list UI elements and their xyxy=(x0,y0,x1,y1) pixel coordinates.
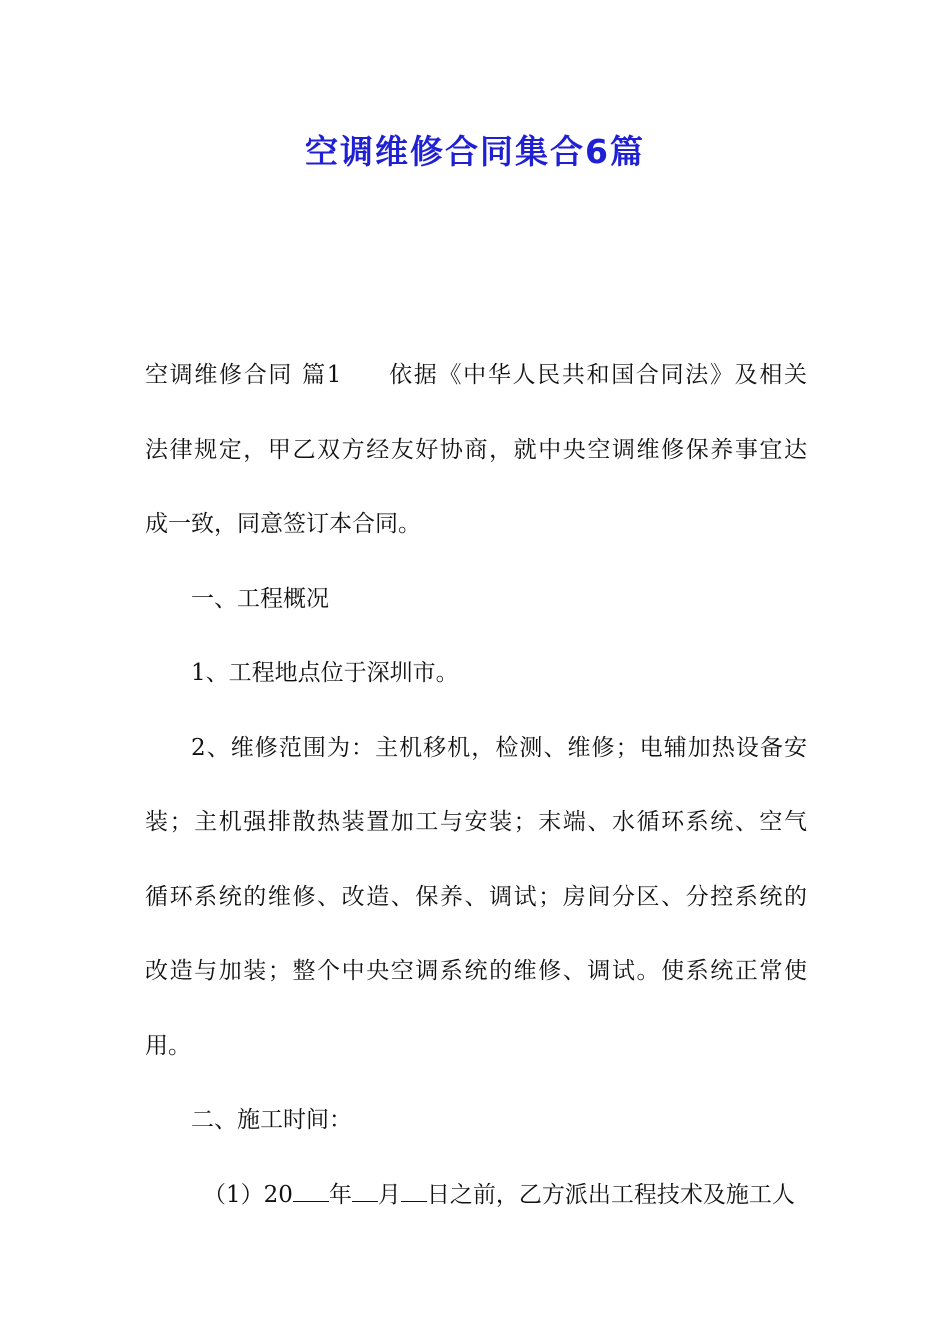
year-label: 年 xyxy=(328,1181,352,1208)
year-blank xyxy=(293,1177,329,1202)
month-label: 月 xyxy=(377,1181,401,1208)
section-heading-line: 二、施工时间： xyxy=(191,1107,352,1133)
paragraph-line: 用。 xyxy=(145,1032,191,1059)
document-body xyxy=(145,338,807,1232)
month-blank xyxy=(352,1177,378,1202)
paragraph-text: 依据《中华人民共和国合同法》及相关 xyxy=(387,362,807,388)
paragraph-line: 法律规定，甲乙双方经友好协商，就中央空调维修保养事宜达 xyxy=(145,436,807,463)
section-heading: 空调维修合同 篇1 xyxy=(145,362,342,388)
date-prefix: （1）20 xyxy=(203,1181,293,1208)
paragraph-line: 1、工程地点位于深圳市。 xyxy=(191,660,459,686)
date-suffix: 日之前，乙方派出工程技术及施工人 xyxy=(426,1181,795,1208)
paragraph-line: 循环系统的维修、改造、保养、调试；房间分区、分控系统的 xyxy=(145,883,807,910)
paragraph-line: 2、维修范围为：主机移机，检测、维修；电辅加热设备安 xyxy=(191,734,807,761)
paragraph-line: 成一致，同意签订本合同。 xyxy=(145,511,421,537)
document-title: 空调维修合同集合6篇 xyxy=(305,132,645,171)
paragraph-line: 装；主机强排散热装置加工与安装；末端、水循环系统、空气 xyxy=(145,809,807,835)
paragraph-line xyxy=(145,338,807,413)
day-blank xyxy=(401,1177,427,1202)
paragraph-line: 改造与加装；整个中央空调系统的维修、调试。使系统正常使 xyxy=(145,958,807,984)
date-line xyxy=(145,1158,807,1233)
section-heading-line: 一、工程概况 xyxy=(191,585,329,612)
